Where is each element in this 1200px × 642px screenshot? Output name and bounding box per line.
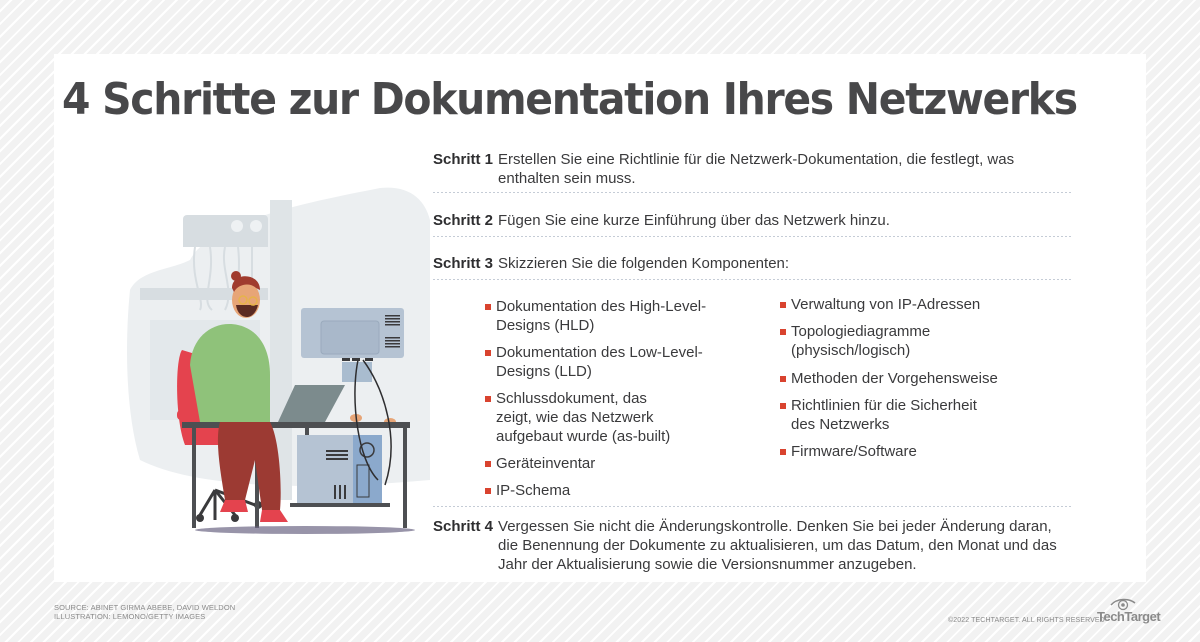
- fan-icon: [250, 220, 262, 232]
- bullet-square-icon: [485, 304, 491, 310]
- bullet-square-icon: [780, 403, 786, 409]
- step-1: [433, 150, 1071, 188]
- step-text: Skizzieren Sie die folgenden Komponenten:: [498, 255, 790, 272]
- brand-name: TechTarget: [1097, 609, 1161, 624]
- fan-icon: [231, 220, 243, 232]
- bullet-square-icon: [485, 350, 491, 356]
- bullet-square-icon: [780, 329, 786, 335]
- component-item: [780, 396, 1000, 434]
- copyright: ©2022 TECHTARGET. ALL RIGHTS RESERVED: [948, 617, 1105, 624]
- illustration-person-at-computer: [120, 160, 430, 540]
- step-label: Schritt 1: [433, 151, 494, 168]
- component-item: [485, 389, 685, 446]
- component-item: [780, 322, 970, 360]
- illustration-credit: ILLUSTRATION: LEMONO/GETTY IMAGES: [54, 612, 206, 621]
- monitor-screen: [321, 321, 379, 354]
- pc-shelf: [290, 503, 390, 507]
- component-text: Firmware/Software: [791, 443, 917, 460]
- step-text: Vergessen Sie nicht die Änderungskontrolle. Denken Sie bei jeder Änderung daran, die Benennung der Dokumente zu aktualisieren, um das Datum, den Monat und das Jahr der Aktualisierung sowie die Versionsnummer anzugeben.: [498, 518, 1057, 573]
- component-text: Schlussdokument, das zeigt, wie das Netzwerk aufgebaut wurde (as-built): [496, 390, 671, 445]
- bullet-square-icon: [780, 449, 786, 455]
- dotted-divider: [433, 279, 1071, 280]
- component-item: [485, 343, 725, 381]
- component-item: [485, 481, 725, 500]
- dotted-divider: [433, 236, 1071, 237]
- hair-bun: [231, 271, 241, 281]
- bullet-square-icon: [485, 488, 491, 494]
- component-text: Dokumentation des High-Level-Designs (HLD): [496, 298, 707, 334]
- step-4: [433, 517, 1071, 574]
- component-item: [485, 454, 725, 473]
- step-label: Schritt 2: [433, 212, 494, 229]
- bullet-square-icon: [485, 461, 491, 467]
- component-item: [780, 369, 1040, 388]
- bullet-square-icon: [780, 302, 786, 308]
- dotted-divider: [433, 506, 1071, 507]
- component-text: Topologiediagramme (physisch/logisch): [791, 323, 931, 359]
- component-item: [485, 297, 725, 335]
- component-text: Richtlinien für die Sicherheit des Netzwerks: [791, 397, 977, 433]
- footer-credits: [54, 603, 235, 621]
- floor-shadow: [195, 526, 415, 534]
- component-item: [780, 442, 1040, 461]
- source-credit: SOURCE: ABINET GIRMA ABEBE, DAVID WELDON: [54, 603, 236, 612]
- patch-panel: [183, 237, 268, 247]
- person-hoodie: [190, 324, 270, 422]
- step-2: [433, 211, 1071, 230]
- bullet-square-icon: [485, 396, 491, 402]
- component-item: [780, 295, 1040, 314]
- step-label: Schritt 4: [433, 518, 494, 535]
- component-text: Methoden der Vorgehensweise: [791, 370, 998, 387]
- step-text: Erstellen Sie eine Richtlinie für die Netzwerk-Dokumentation, die festlegt, was enthalten sein muss.: [498, 151, 1015, 187]
- component-text: Verwaltung von IP-Adressen: [791, 296, 981, 313]
- dotted-divider: [433, 192, 1071, 193]
- step-label: Schritt 3: [433, 255, 494, 272]
- person-pants: [218, 422, 281, 510]
- component-text: IP-Schema: [496, 482, 571, 499]
- step-3: [433, 254, 1071, 273]
- desk-top: [182, 422, 410, 428]
- component-text: Geräteinventar: [496, 455, 596, 472]
- component-text: Dokumentation des Low-Level-Designs (LLD): [496, 344, 703, 380]
- page-title: 4 Schritte zur Dokumentation Ihres Netzwerks: [62, 74, 1077, 125]
- step-text: Fügen Sie eine kurze Einführung über das Netzwerk hinzu.: [498, 212, 890, 229]
- bullet-square-icon: [780, 376, 786, 382]
- techtarget-logo: [1097, 597, 1161, 627]
